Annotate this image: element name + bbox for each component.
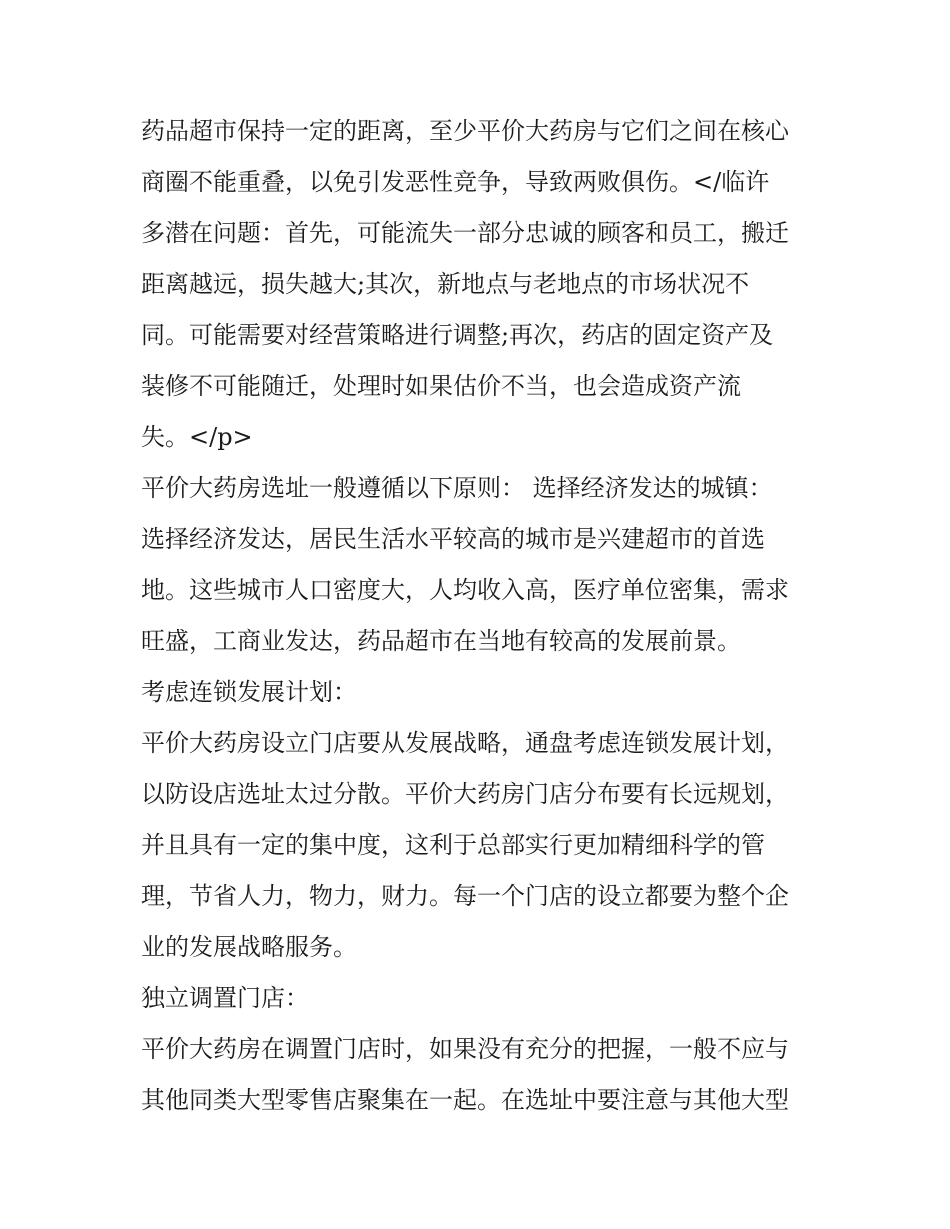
text-line: 药品超市保持一定的距离，至少平价大药房与它们之间在核心: [141, 117, 789, 145]
text-line: 并且具有一定的集中度，这利于总部实行更加精细科学的管: [141, 831, 765, 859]
text-line: 地。这些城市人口密度大，人均收入高，医疗单位密集，需求: [141, 576, 789, 604]
text-line: 平价大药房在调置门店时，如果没有充分的把握，一般不应与: [141, 1035, 789, 1063]
text-line: 平价大药房设立门店要从发展战略，通盘考虑连锁发展计划，: [141, 729, 789, 757]
document-body: [141, 106, 831, 1126]
text-line: 其他同类大型零售店聚集在一起。在选址中要注意与其他大型: [141, 1086, 789, 1114]
text-line: 多潜在问题：首先，可能流失一部分忠诚的顾客和员工，搬迁: [141, 219, 789, 247]
text-line: 以防设店选址太过分散。平价大药房门店分布要有长远规划，: [141, 780, 789, 808]
text-line: 业的发展战略服务。: [141, 933, 357, 961]
section-heading: 独立调置门店：: [141, 984, 309, 1012]
text-line: 装修不可能随迁，处理时如果估价不当，也会造成资产流: [141, 372, 741, 400]
section-heading: 考虑连锁发展计划：: [141, 678, 357, 706]
text-line: 平价大药房选址一般遵循以下原则： 选择经济发达的城镇：: [141, 474, 773, 502]
text-line: 失。</p>: [141, 423, 253, 451]
text-line: 选择经济发达，居民生活水平较高的城市是兴建超市的首选: [141, 525, 765, 553]
text-line: 同。可能需要对经营策略进行调整;再次，药店的固定资产及: [141, 321, 774, 349]
text-line: 距离越远，损失越大;其次，新地点与老地点的市场状况不: [141, 270, 750, 298]
text-line: 商圈不能重叠，以免引发恶性竞争，导致两败俱伤。</临许: [141, 168, 770, 196]
text-line: 理，节省人力，物力，财力。每一个门店的设立都要为整个企: [141, 882, 789, 910]
text-line: 旺盛，工商业发达，药品超市在当地有较高的发展前景。: [141, 627, 741, 655]
